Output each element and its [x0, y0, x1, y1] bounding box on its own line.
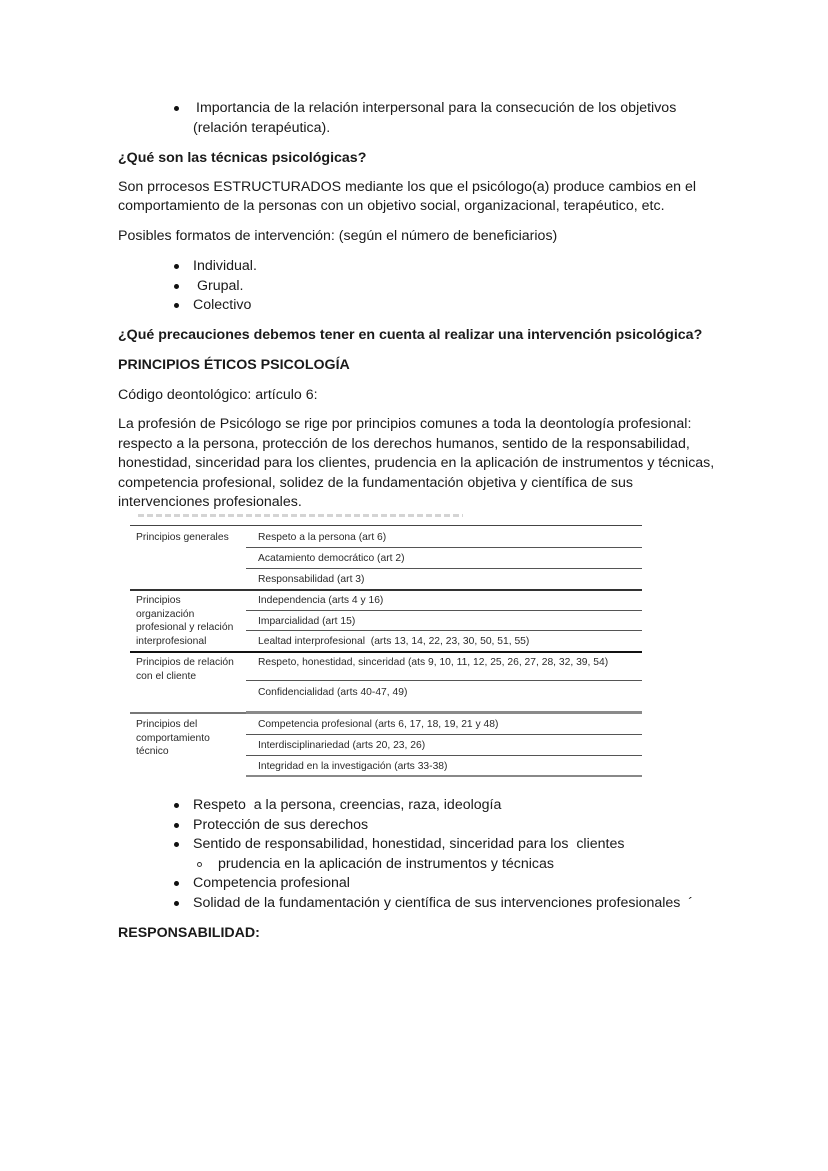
table-cell: Competencia profesional (arts 6, 17, 18, 19, 21 y 48): [258, 719, 499, 730]
table-rule: [246, 775, 642, 777]
table-group-divider: [130, 589, 642, 591]
group-label-text: profesional y relación: [136, 622, 234, 633]
bullet-icon: [174, 106, 179, 111]
group-label-organizacion: [136, 594, 233, 648]
bullet-icon: [174, 823, 179, 828]
table-cell: Responsabilidad (art 3): [258, 574, 365, 585]
bullet-icon: [174, 284, 179, 289]
formato-item-individual: Individual.: [193, 258, 257, 274]
heading-precauciones: ¿Qué precauciones debemos tener en cuenta al realizar una intervención psicológica?: [118, 327, 703, 343]
importancia-bullet-line1: Importancia de la relación interpersonal para la consecución de los objetivos: [196, 100, 677, 116]
table-rule: [246, 734, 642, 735]
table-cell: Interdisciplinariedad (arts 20, 23, 26): [258, 740, 426, 751]
table-cell: Respeto a la persona (art 6): [258, 532, 387, 543]
group-label-text: organización: [136, 608, 195, 620]
table-group-divider: [130, 712, 246, 714]
heading-responsabilidad: RESPONSABILIDAD:: [118, 925, 260, 941]
bullet-icon: [174, 303, 179, 308]
table-rule: [246, 630, 642, 631]
group-label-generales: [136, 531, 229, 545]
table-group-divider: [246, 711, 642, 714]
group-label-text: Principios: [136, 595, 181, 606]
heading-tecnicas: ¿Qué son las técnicas psicológicas?: [118, 150, 367, 166]
bullet-icon: [174, 264, 179, 269]
table-cell: Lealtad interprofesional (arts 13, 14, 22, 23, 30, 50, 51, 55): [258, 636, 530, 647]
table-cell: Respeto, honestidad, sinceridad (ats 9, 10, 11, 12, 25, 26, 27, 28, 32, 39, 54): [258, 657, 609, 668]
profesion-paragraph-line: honestidad, sinceridad para los clientes, prudencia en la aplicación de instrumentos y técnicas,: [118, 455, 715, 471]
profesion-paragraph-line: La profesión de Psicólogo se rige por principios comunes a toda la deontología profesional:: [118, 416, 692, 432]
summary-bullet-responsabilidad: Sentido de responsabilidad, honestidad, sinceridad para los clientes: [193, 836, 625, 852]
group-label-text: con el cliente: [136, 670, 197, 682]
table-group-divider: [130, 651, 642, 653]
table-cell: Independencia (arts 4 y 16): [258, 595, 384, 606]
bullet-icon: [174, 842, 179, 847]
summary-bullet-respeto: Respeto a la persona, creencias, raza, ideología: [193, 797, 502, 813]
summary-bullet-competencia: Competencia profesional: [193, 875, 350, 891]
group-label-text: interprofesional: [136, 635, 207, 647]
table-cell: Acatamiento democrático (art 2): [258, 553, 405, 564]
group-label-text: técnico: [136, 746, 169, 757]
table-rule: [246, 755, 642, 756]
table-cell: Imparcialidad (art 15): [258, 616, 356, 627]
formato-item-colectivo: Colectivo: [193, 297, 252, 313]
table-cell: Integridad en la investigación (arts 33-38): [258, 761, 448, 772]
table-rule: [246, 610, 642, 611]
bullet-icon: [174, 803, 179, 808]
table-rule: [246, 547, 642, 548]
table-rule: [246, 680, 642, 681]
codigo-deontologico-label: Código deontológico: artículo 6:: [118, 387, 318, 403]
summary-bullet-solidad: Solidad de la fundamentación y científica de sus intervenciones profesionales ´: [193, 895, 694, 911]
summary-bullet-proteccion: Protección de sus derechos: [193, 817, 369, 833]
group-label-text: Principios del: [136, 719, 198, 730]
tecnicas-paragraph-line2: comportamiento de la personas con un objetivo social, organizacional, terapéutico, etc.: [118, 198, 665, 214]
formatos-intro: Posibles formatos de intervención: (según el número de beneficiarios): [118, 228, 558, 244]
profesion-paragraph-line: intervenciones profesionales.: [118, 494, 302, 510]
summary-subbullet-prudencia: prudencia en la aplicación de instrumentos y técnicas: [218, 856, 554, 872]
table-rule: [130, 525, 642, 526]
group-label-text: Principios de relación: [136, 657, 234, 668]
group-label-cliente: [136, 656, 234, 683]
profesion-paragraph: [118, 415, 718, 513]
tecnicas-paragraph-line1: Son prrocesos ESTRUCTURADOS mediante los que el psicólogo(a) produce cambios en el: [118, 179, 697, 195]
group-label-tecnico: [136, 718, 210, 759]
formato-item-grupal: Grupal.: [193, 278, 244, 294]
heading-principios-eticos: PRINCIPIOS ÉTICOS PSICOLOGÍA: [118, 357, 350, 373]
table-caption-fragment: [138, 514, 463, 517]
bullet-icon: [174, 901, 179, 906]
profesion-paragraph-line: respecto a la persona, protección de los derechos humanos, sentido de la responsabilidad,: [118, 435, 690, 452]
group-label-text: comportamiento: [136, 732, 210, 744]
group-label-text: Principios generales: [136, 532, 229, 543]
importancia-bullet-line2: (relación terapéutica).: [193, 120, 331, 136]
table-rule: [246, 568, 642, 569]
profesion-paragraph-line: competencia profesional, solidez de la fundamentación objetiva y científica de sus: [118, 474, 633, 491]
principios-table: [130, 508, 642, 780]
bullet-icon: [174, 881, 179, 886]
table-cell: Confidencialidad (arts 40-47, 49): [258, 687, 408, 698]
sub-bullet-circle-icon: [197, 862, 202, 867]
